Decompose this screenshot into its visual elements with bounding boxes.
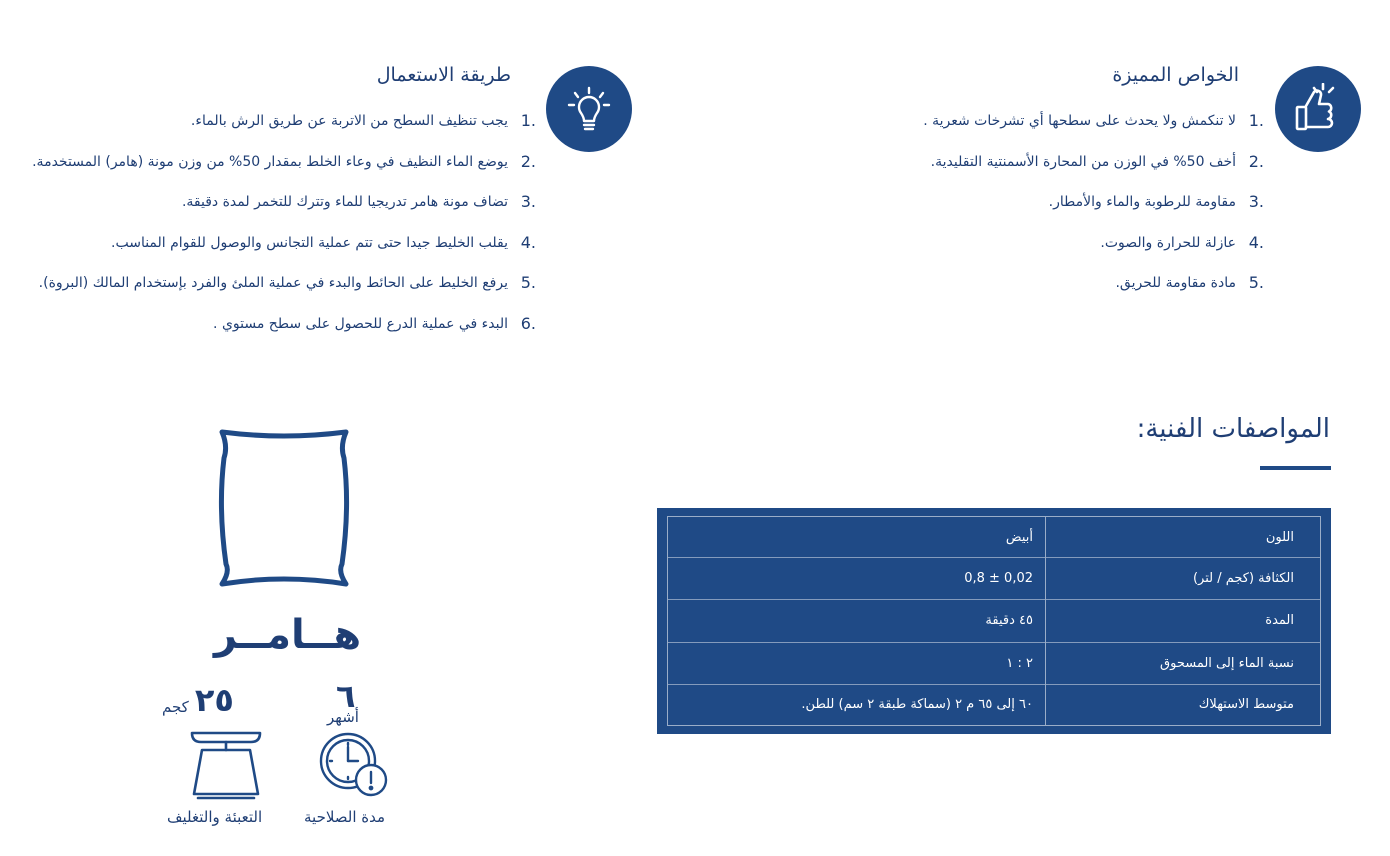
specs-underline xyxy=(1260,466,1331,470)
spec-value: أبيض xyxy=(1005,529,1033,545)
list-item: 1. يجب تنظيف السطح من الاتربة عن طريق الرش بالماء. xyxy=(190,111,536,130)
table-row xyxy=(668,684,1320,725)
list-item: 1. لا تنكمش ولا يحدث على سطحها أي تشرخات شعرية . xyxy=(923,111,1264,130)
spec-key: متوسط الاستهلاك xyxy=(1046,684,1321,725)
usage-list xyxy=(32,111,536,354)
table-row xyxy=(668,642,1320,684)
shelf-life-unit: أشهر xyxy=(327,708,359,726)
list-item: 4. عازلة للحرارة والصوت. xyxy=(1100,232,1264,252)
spec-key: نسبة الماء إلى المسحوق xyxy=(1046,642,1321,684)
spec-value: ٢ : ١ xyxy=(668,642,1046,684)
lightbulb-icon xyxy=(546,66,632,152)
usage-title: طريقة الاستعمال xyxy=(376,64,511,86)
spec-key: الكثافة (كجم / لتر) xyxy=(1046,558,1321,600)
specs-table xyxy=(657,508,1331,734)
brand-name: هــامــر xyxy=(214,612,362,658)
thumbs-up-icon xyxy=(1275,66,1361,152)
specs-title: المواصفات الفنية: xyxy=(1136,414,1330,444)
spec-key: المدة xyxy=(1046,600,1321,642)
spec-key: اللون xyxy=(1046,517,1321,558)
spec-value: 0,8 ± 0,02 xyxy=(668,558,1046,600)
shelf-life-value: ٦ xyxy=(336,677,356,715)
list-item: 3. تضاف مونة هامر تدريجيا للماء وتترك للتخمر لمدة دقيقة. xyxy=(181,192,536,211)
table-row xyxy=(668,517,1320,558)
bag-icon xyxy=(214,424,354,596)
list-item: 5. يرفع الخليط على الحائط والبدء في عملية الملئ والفرد بإستخدام المالك (البروة). xyxy=(38,273,536,292)
weight xyxy=(162,681,234,719)
spec-value: ٤٥ دقيقة xyxy=(668,600,1046,642)
table-row xyxy=(668,558,1320,600)
packaging-label: التعبئة والتغليف xyxy=(167,808,263,826)
list-item: 3. مقاومة للرطوبة والماء والأمطار. xyxy=(1048,192,1264,211)
list-item: 4. يقلب الخليط جيدا حتى تتم عملية التجانس والوصول للقوام المناسب. xyxy=(111,232,536,252)
spec-value: ٦٠ إلى ٦٥ م ٢ (سماكة طبقة ٢ سم) للطن. xyxy=(668,684,1046,725)
clock-warning-icon xyxy=(318,729,392,807)
features-title: الخواص المميزة xyxy=(1112,64,1239,86)
list-item: 2. أخف 50% في الوزن من المحارة الأسمنتية التقليدية. xyxy=(930,151,1264,171)
list-item: 2. يوضع الماء النظيف في وعاء الخلط بمقدار 50% من وزن مونة (هامر) المستخدمة. xyxy=(32,151,536,171)
features-list xyxy=(923,111,1264,314)
scale-icon xyxy=(186,728,266,808)
weight-unit: كجم xyxy=(162,698,189,716)
table-row xyxy=(668,600,1320,642)
list-item: 6. البدء في عملية الدرع للحصول على سطح مستوي . xyxy=(213,313,536,333)
shelf-life-label: مدة الصلاحية xyxy=(304,808,386,826)
list-item: 5. مادة مقاومة للحريق. xyxy=(1115,273,1264,292)
weight-value: ٢٥ xyxy=(194,681,234,719)
